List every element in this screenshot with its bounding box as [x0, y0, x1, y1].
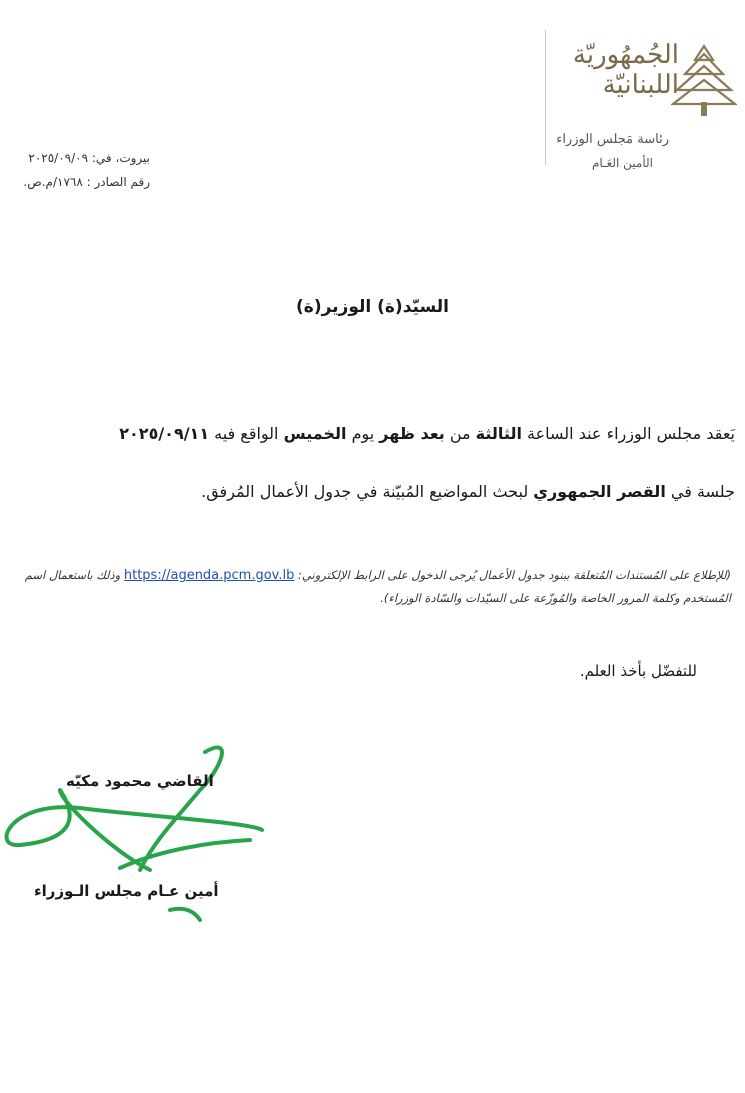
p1-bold-day: الخميس	[283, 424, 347, 443]
republic-line-2: اللبنانيّة	[602, 70, 679, 100]
handwritten-signature	[0, 730, 270, 930]
p1-bold-date: ٢٠٢٥/٠٩/١١	[119, 424, 210, 443]
body-paragraph-2	[15, 479, 735, 505]
cedar-emblem-icon	[671, 40, 737, 120]
signatory-title: أمين عـام مجلس الـوزراء	[34, 882, 219, 900]
p2-bold-venue: القصر الجمهوري	[533, 482, 666, 501]
signatory-name: القاضي محمود مكيّه	[66, 772, 214, 790]
p1-text-a: يَعقد مجلس الوزراء عند الساعة	[521, 424, 735, 443]
note-text-2: وذلك باستعمال اسم المُستخدم وكلمة المرور الخاصة والمُوزّعة على السيّدات والسّادة الوزراء).	[24, 568, 731, 605]
p1-text-e: يوم	[346, 424, 380, 443]
note-text-1: (للإطلاع على المُستندات المُتعلقة ببنود جدول الأعمال يُرجى الدخول على الرابط الإلكتروني:	[294, 568, 731, 582]
closing-line: للتفضّل بأخذ العلم.	[579, 662, 697, 680]
body-paragraph-1	[15, 421, 735, 447]
document-reference: رقم الصادر : ١٧٦٨/م.ص.	[23, 175, 150, 189]
p1-text-g: الواقع فيه	[209, 424, 284, 443]
org-name: رئاسة مَجلس الوزراء	[556, 132, 669, 147]
p2-text-a: جلسة في	[665, 482, 735, 501]
agenda-note	[7, 564, 731, 609]
p2-text-c: لبحث المواضيع المُبيّنة في جدول الأعمال المُرفق.	[201, 482, 534, 501]
p1-bold-hour: الثالثة	[475, 424, 522, 443]
org-subtitle: الأمين العَـام	[591, 156, 653, 170]
letterhead-divider	[545, 30, 546, 165]
p1-bold-afternoon: بعد ظهر	[379, 424, 445, 443]
republic-emblem-text	[569, 40, 679, 100]
document-date: بيروت، في: ٢٠٢٥/٠٩/٠٩	[28, 151, 150, 165]
republic-line-1: الجُمهُوريّة	[572, 40, 679, 70]
document-meta	[10, 146, 150, 194]
salutation: السيّد(ة) الوزير(ة)	[296, 297, 449, 317]
agenda-link[interactable]: https://agenda.pcm.gov.lb	[123, 568, 295, 583]
p1-text-c: من	[444, 424, 476, 443]
